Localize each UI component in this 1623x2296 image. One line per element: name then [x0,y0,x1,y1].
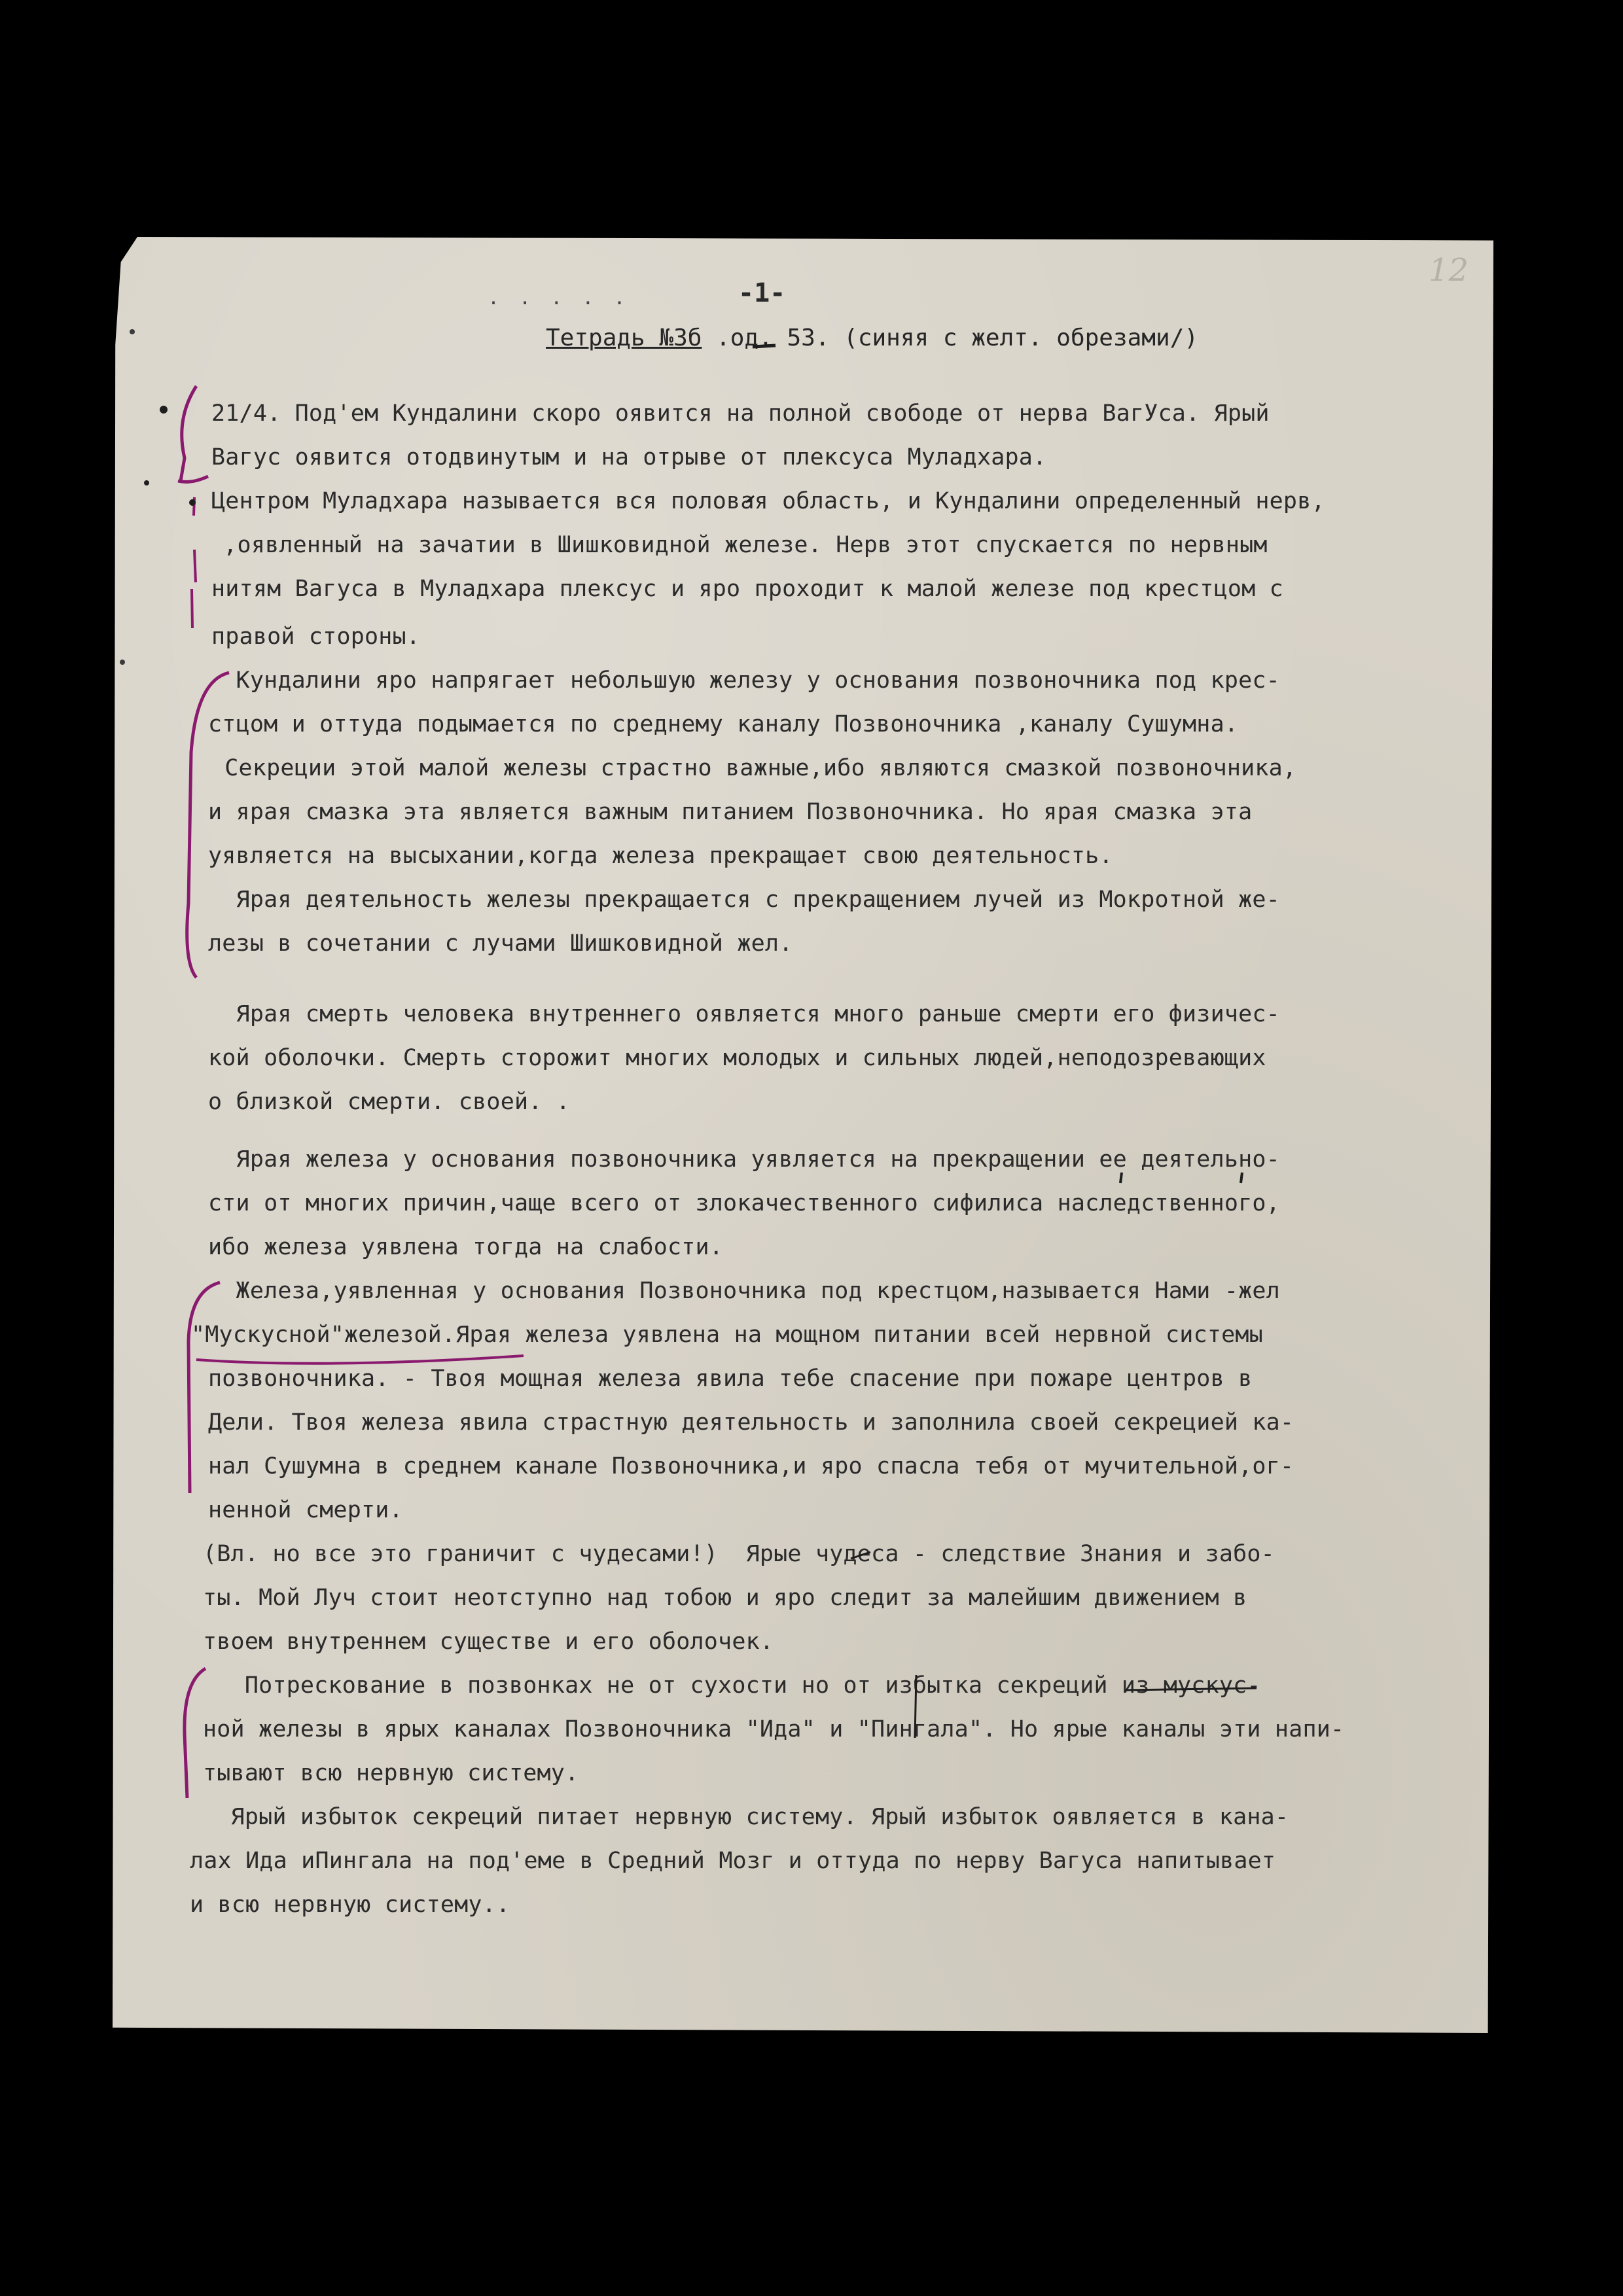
text-line: правой стороны. [211,624,421,650]
text-line: Дели. Твоя железа явила страстную деятельность и заполнила своей секрецией ка- [208,1409,1294,1436]
text-line: 21/4. Под'ем Кундалини скоро оявится на полной свободе от нерва ВагУса. Ярый [211,400,1270,427]
text-line: ты. Мой Луч стоит неотступно над тобою и яро следит за малейшим движением в [203,1585,1247,1611]
text-line: твоем внутреннем существе и его оболочек. [203,1629,774,1655]
text-line: Железа,уявленная у основания Позвоночника под крестцом,называется Нами -жел [208,1278,1280,1304]
text-line: сти от многих причин,чаще всего от злокачественного сифилиса наследственного, [208,1190,1280,1216]
text-line: Ярая железа у основания позвоночника уявляется на прекращении ее деятельно- [208,1146,1280,1173]
text-line: кой оболочки. Смерть сторожит многих молодых и сильных людей,неподозревающих [208,1045,1266,1071]
ink-dots: . . . . . [488,287,630,309]
text-line: Ярый избыток секреций питает нервную систему. Ярый избыток оявляется в кана- [203,1804,1289,1830]
text-line: позвоночника. - Твоя мощная железа явила тебе спасение при пожаре центров в [208,1366,1253,1392]
text-line: Центром Муладхара называется вся половая область, и Кундалини определенный нерв, [211,488,1325,514]
text-line: Вагус оявится отодвинутым и на отрыве от плексуса Муладхара. [211,444,1047,470]
notebook-number: Тетрадь №3б [546,325,702,351]
text-line: нитям Вагуса в Муладхара плексус и яро проходит к малой железе под крестцом с [211,576,1283,602]
text-line: Ярая деятельность железы прекращается с прекращением лучей из Мокротной же- [208,887,1280,913]
text-line: "Мускусной"железой.Ярая железа уявлена на мощном питании всей нервной системы [191,1322,1263,1348]
text-line: ной железы в ярых каналах Позвоночника "Ида" и "Пингала". Но ярые каналы эти напи- [203,1716,1345,1742]
text-line: Потрескование в позвонках не от сухости но от избытка секреций из мускус- [203,1672,1261,1699]
text-line: нал Сушумна в среднем канале Позвоночника,и яро спасла тебя от мучительной,ог- [208,1453,1294,1479]
text-line: и ярая смазка эта является важным питанием Позвоночника. Но ярая смазка эта [208,799,1253,825]
text-line: (Вл. но все это граничит с чудесами!) Ярые чудеса - следствие Знания и забо- [203,1541,1275,1567]
text-line: ,оявленный на зачатии в Шишковидной железе. Нерв этот спускается по нервным [209,532,1268,558]
text-line: Ярая смерть человека внутреннего оявляется много раньше смерти его физичес- [208,1001,1280,1027]
text-line: стцом и оттуда подымается по среднему каналу Позвоночника ,каналу Сушумна. [208,711,1239,737]
text-line: лезы в сочетании с лучами Шишковидной жел. [208,930,793,957]
folio-number: 12 [1429,252,1469,289]
text-line: уявляется на высыхании,когда железа прекращает свою деятельность. [208,843,1113,869]
notebook-description: .од. 53. (синяя с желт. обрезами/) [702,325,1199,351]
text-line: о близкой смерти. своей. . [208,1089,571,1115]
text-line: лах Ида иПингала на под'еме в Средний Мозг и оттуда по нерву Вагуса напитывает [190,1848,1276,1874]
text-line: ибо железа уявлена тогда на слабости. [208,1234,724,1260]
text-line: тывают всю нервную систему. [203,1760,579,1786]
text-line: Кундалини яро напрягает небольшую железу у основания позвоночника под крес- [208,667,1280,694]
page-number: -1- [738,278,786,308]
text-line: ненной смерти. [208,1497,403,1523]
text-line: Секреции этой малой железы страстно важные,ибо являются смазкой позвоночника, [211,755,1297,781]
text-line: и всю нервную систему.. [190,1892,510,1918]
